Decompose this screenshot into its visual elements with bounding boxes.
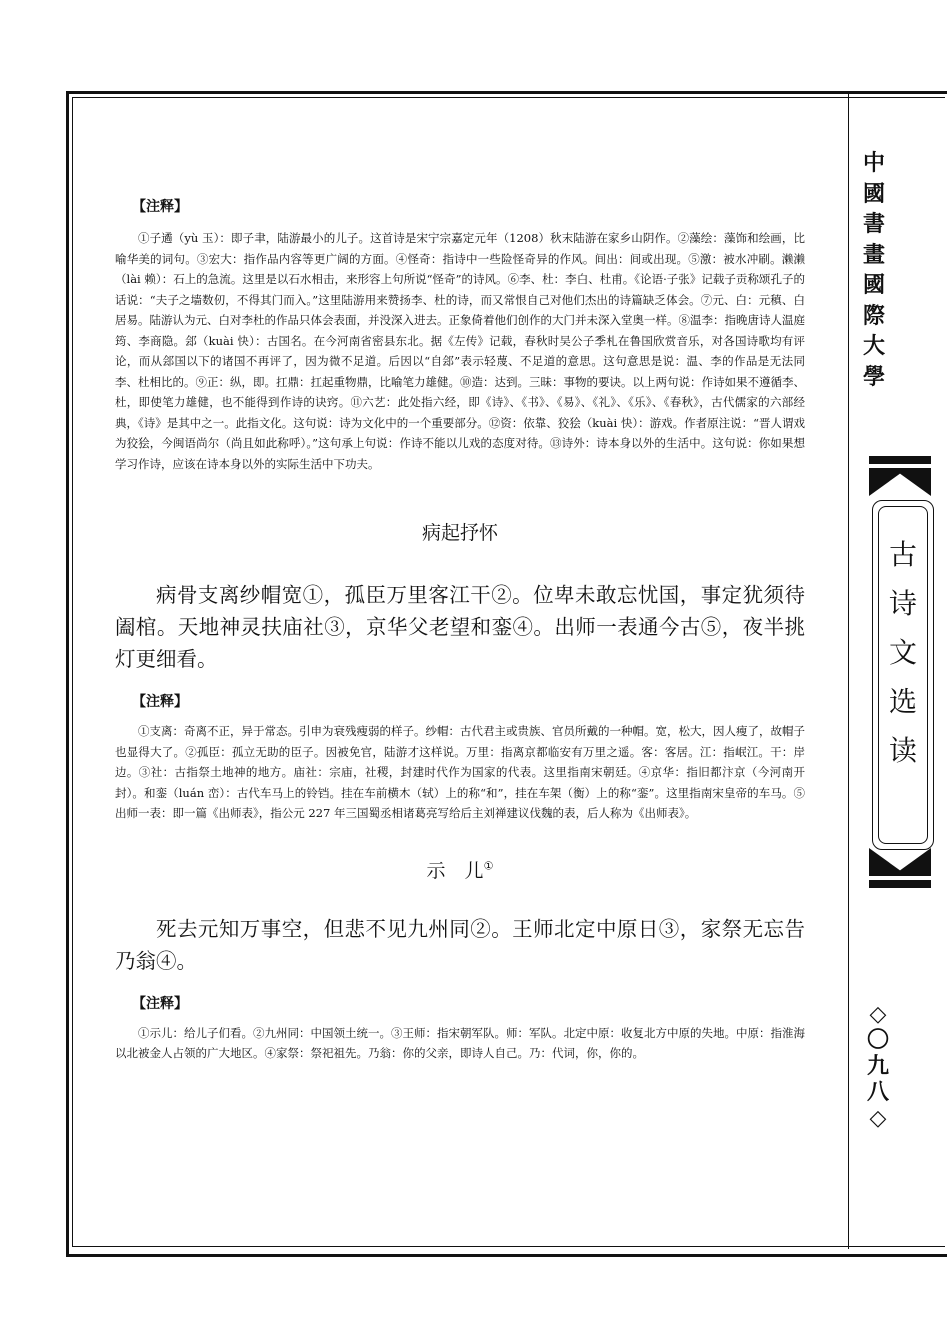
decor-band-bottom	[869, 880, 931, 888]
institution-char: 國	[862, 181, 885, 207]
main-content	[115, 196, 805, 1064]
poem-title-2	[115, 856, 805, 883]
book-title-char: 诗	[888, 587, 917, 620]
poem-text-1: 病骨支离纱帽宽①，孤臣万里客江干②。位卑未敢忘忧国，事定犹须待阖棺。天地神灵扶庙社③，京华父老望和銮④。出师一表通今古⑤，夜半挑灯更细看。	[115, 583, 805, 671]
institution-char: 學	[862, 364, 885, 390]
book-title-char: 选	[888, 685, 917, 718]
note-heading-3: 【注释】	[132, 995, 188, 1012]
poem-title-1: 病起抒怀	[421, 522, 498, 544]
notes-1: ①子遹（yù 玉）：即子聿，陆游最小的儿子。这首诗是宋宁宗嘉定元年（1208）秋末陆游在家乡山阴作。②藻绘：藻饰和绘画，比喻华美的词句。③宏大：指作品内容等更广阔的方面。④怪奇：指诗中一些险怪奇异的作风。间出：间或出现。⑤激：被水冲刷。濑濑（lài 赖）：石上的急流。这里是以石水相击，来形容上句所说“怪奇”的诗风。⑥李、杜：李白、杜甫。《论语·子张》记载子贡称颂孔子的话说：“夫子之墙数仞，不得其门而入。”这里陆游用来赞扬李、杜的诗，而又常恨自己对他们杰出的诗篇缺乏体会。⑦元、白：元稹、白居易。陆游认为元、白对李杜的作品只体会表面，并没深入进去。正象倚着他们创作的大门并未深入堂奥一样。⑧温李：指晚唐诗人温庭筠、李商隐。郐（kuài 快）：古国名。在今河南省密县东北。据《左传》记载，春秋时吴公子季札在鲁国欣赏音乐，对各国诗歌均有评论，而从郐国以下的诸国不再评了，因为微不足道。后因以“自郐”表示轻蔑、不足道的意思。这句意思是说：温、李的作品是无法同李、杜相比的。⑨正：纵，即。扛鼎：扛起重物鼎，比喻笔力雄健。⑩造：达到。三昧：事物的要诀。以上两句说：作诗如果不遵循李、杜，即使笔力雄健，也不能得到作诗的诀窍。⑪六艺：此处指六经，即《诗》、《书》、《易》、《礼》、《乐》、《春秋》，古代儒家的六部经典，《诗》是其中之一。此指文化。这句说：诗为文化中的一个重要部分。⑫资：依靠、狡狯（kuài 快）：游戏。作者原注说：“晋人谓戏为狡狯，今闽语尚尔（尚且如此称呼）。”这句承上句说：作诗不能以儿戏的态度对待。⑬诗外：诗本身以外的生活中。这句说：你如果想学习作诗，应该在诗本身以外的实际生活中下功夫。	[115, 231, 805, 471]
note-heading-1: 【注释】	[132, 199, 188, 215]
notes-2: ①支离：奇离不正，异于常态。引申为衰残瘦弱的样子。纱帽：古代君主或贵族、官员所戴的一种帽。宽，松大，因人瘦了，故帽子也显得大了。②孤臣：孤立无助的臣子。因被免官，陆游才这样说。万里：指离京都临安有万里之遥。客：客居。江：指岷江。干：岸边。③社：古指祭土地神的地方。庙社：宗庙，社稷，封建时代作为国家的代表。这里指南宋朝廷。④京华：指旧都汴京（今河南开封）。和銮（luán 峦）：古代车马上的铃铛。挂在车前横木（轼）上的称“和”，挂在车架（衡）上的称“銮”。这里指南宋皇帝的车马。⑤出师一表：即一篇《出师表》，指公元 227 年三国蜀丞相诸葛亮写给后主刘禅建议伐魏的表，后人称为《出师表》。	[115, 724, 805, 820]
page-number-char: 八	[866, 1080, 889, 1105]
poem-text-2: 死去元知万事空，但悲不见九州同②。王师北定中原日③，家祭无忘告乃翁④。	[115, 916, 805, 973]
page-number-char: 九	[866, 1054, 889, 1079]
note-heading-2: 【注释】	[132, 694, 188, 710]
page-number	[858, 1002, 898, 1132]
poem-title-2-text: 示 儿	[426, 859, 484, 882]
notes-3: ①示儿：给儿子们看。②九州同：中国领土统一。③王师：指宋朝军队。师：军队。北定中原：收复北方中原的失地。中原：指淮海以北被金人占领的广大地区。④家祭：祭祀祖先。乃翁：你的父亲，即诗人自己。乃：代词，你，你的。	[115, 1025, 805, 1060]
page-number-char: ◇	[869, 1002, 887, 1027]
book-title	[878, 530, 928, 775]
decor-band-top	[869, 456, 931, 464]
institution-char: 大	[862, 334, 885, 359]
decor-wedge-bottom	[869, 848, 931, 876]
institution-char: 中	[862, 151, 885, 176]
page-number-char: 〇	[866, 1028, 889, 1053]
book-title-char: 古	[888, 538, 917, 571]
book-title-char: 读	[888, 734, 917, 767]
institution-char: 書	[862, 212, 885, 237]
institution-name	[849, 149, 899, 393]
poem-title-2-mark: ①	[483, 859, 494, 873]
book-title-char: 文	[888, 636, 917, 669]
institution-char: 際	[862, 303, 885, 329]
institution-char: 畫	[862, 242, 885, 268]
page-number-char: ◇	[869, 1106, 887, 1131]
institution-char: 國	[862, 273, 885, 298]
decor-wedge-top	[869, 468, 931, 496]
